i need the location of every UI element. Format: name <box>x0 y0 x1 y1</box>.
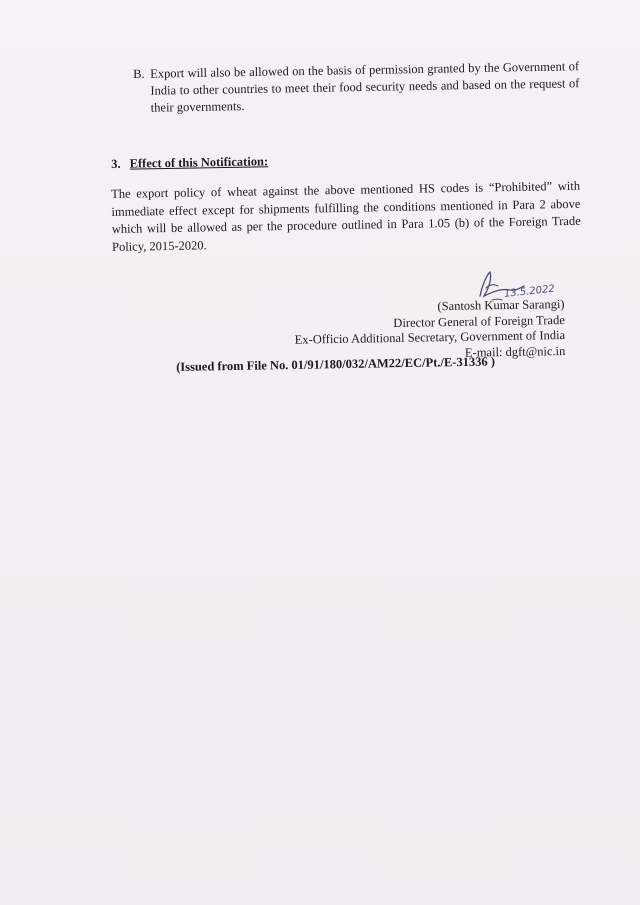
clause-b <box>133 58 580 117</box>
section-3-title: Effect of this Notification: <box>129 154 269 171</box>
clause-b-marker: B. <box>133 66 145 81</box>
signatory-block <box>294 297 565 364</box>
section-3-heading <box>111 154 268 172</box>
clause-b-text: Export will also be allowed on the basis of permission granted by the Government of India to other countries to meet their food security needs and based on the request of their governments. <box>150 59 580 115</box>
signatory-email: E-mail: dgft@nic.in <box>464 343 566 360</box>
signatory-name: (Santosh Kumar Sarangi) <box>436 297 565 314</box>
signature-date: 13.5.2022 <box>503 283 556 300</box>
signatory-designation: Director General of Foreign Trade <box>392 312 565 330</box>
signatory-additional-role: Ex-Officio Additional Secretary, Government of India <box>294 327 565 347</box>
section-3-body: The export policy of wheat against the above mentioned HS codes is “Prohibited” with immediate effect except for shipments fulfilling the conditions mentioned in Para 2 above which will be allowed as per the procedure outlined in Para 1.05 (b) of the Foreign Trade Policy, 2015-2020. <box>111 178 581 254</box>
section-3-number: 3. <box>111 156 121 171</box>
file-reference: (Issued from File No. 01/91/180/032/AM22/EC/Pt./E-31336 ) <box>176 354 496 374</box>
